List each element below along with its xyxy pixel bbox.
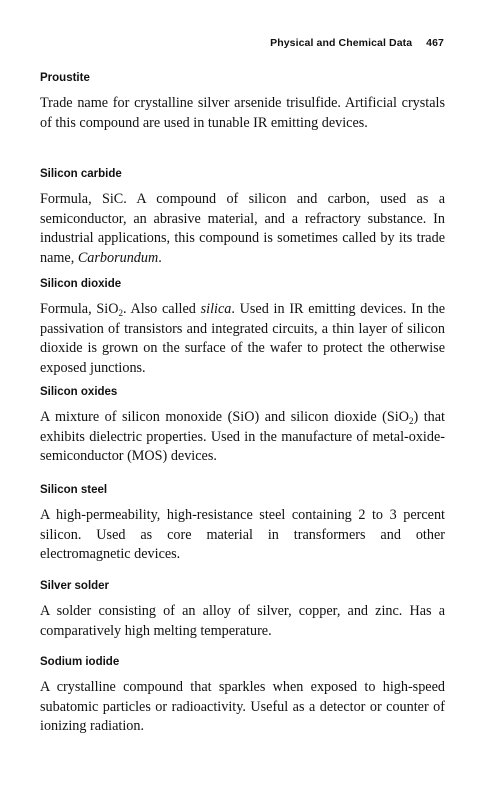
definition-text: A solder consisting of an alloy of silver, copper, and zinc. Has a comparatively high melting temperature. bbox=[40, 603, 445, 639]
glossary-entry-sodium-iodide bbox=[40, 655, 445, 737]
definition-text: Formula, SiO bbox=[40, 301, 119, 317]
entry-term: Silver solder bbox=[40, 580, 110, 592]
entry-definition bbox=[40, 602, 445, 641]
glossary-entry-silicon-carbide bbox=[40, 167, 445, 277]
definition-text: A crystalline compound that sparkles when exposed to high-speed subatomic particles or radioactivity. Useful as a detector or counter of ionizing radiation. bbox=[40, 679, 445, 734]
definition-text: Formula, SiC. A compound of silicon and carbon, used as a semiconductor, an abrasive material, and a refractory substance. In industrial applications, this compound is sometimes called by its trade name, bbox=[40, 191, 445, 266]
page-number: 467 bbox=[426, 37, 444, 49]
definition-text: ) that exhibits dielectric properties. Used in the manufacture of metal-oxide-semiconductor (MOS) devices. bbox=[40, 409, 445, 464]
italic-term: Carborundum bbox=[77, 249, 159, 266]
definition-text: A high-permeability, high-resistance steel containing 2 to 3 percent silicon. Used as core material in transformers and other electromagnetic devices. bbox=[40, 507, 445, 562]
entry-term: Silicon carbide bbox=[40, 168, 122, 180]
entry-definition bbox=[40, 506, 445, 565]
entry-term: Silicon dioxide bbox=[40, 278, 122, 290]
definition-text: . Also called bbox=[122, 301, 201, 317]
entry-term: Proustite bbox=[40, 72, 90, 84]
entry-definition bbox=[40, 678, 445, 737]
running-head bbox=[270, 37, 444, 49]
subscript: 2 bbox=[118, 308, 123, 318]
glossary-entry-silicon-dioxide bbox=[40, 277, 445, 385]
italic-term: silica bbox=[200, 301, 232, 317]
definition-text: . bbox=[158, 249, 162, 266]
glossary-entry-silicon-oxides bbox=[40, 385, 445, 483]
glossary-entries bbox=[40, 71, 445, 737]
section-title: Physical and Chemical Data bbox=[270, 37, 413, 49]
entry-definition bbox=[40, 408, 445, 467]
entry-definition bbox=[40, 94, 445, 133]
entry-definition bbox=[40, 300, 445, 378]
entry-definition bbox=[40, 190, 445, 268]
definition-text: A mixture of silicon monoxide (SiO) and silicon dioxide (SiO bbox=[40, 409, 409, 425]
definition-text: Trade name for crystalline silver arsenide trisulfide. Artificial crystals of this compound are used in tunable IR emitting devices. bbox=[40, 95, 445, 131]
entry-term: Sodium iodide bbox=[40, 656, 120, 668]
definition-text: . Used in IR emitting devices. In the passivation of transistors and integrated circuits, a thin layer of silicon dioxide is grown on the surface of the wafer to protect the otherwise exposed junctions. bbox=[40, 301, 445, 376]
entry-term: Silicon steel bbox=[40, 484, 108, 496]
entry-term: Silicon oxides bbox=[40, 386, 118, 398]
subscript: 2 bbox=[408, 416, 414, 426]
glossary-entry-proustite bbox=[40, 71, 445, 167]
glossary-entry-silver-solder bbox=[40, 579, 445, 655]
glossary-entry-silicon-steel bbox=[40, 483, 445, 579]
